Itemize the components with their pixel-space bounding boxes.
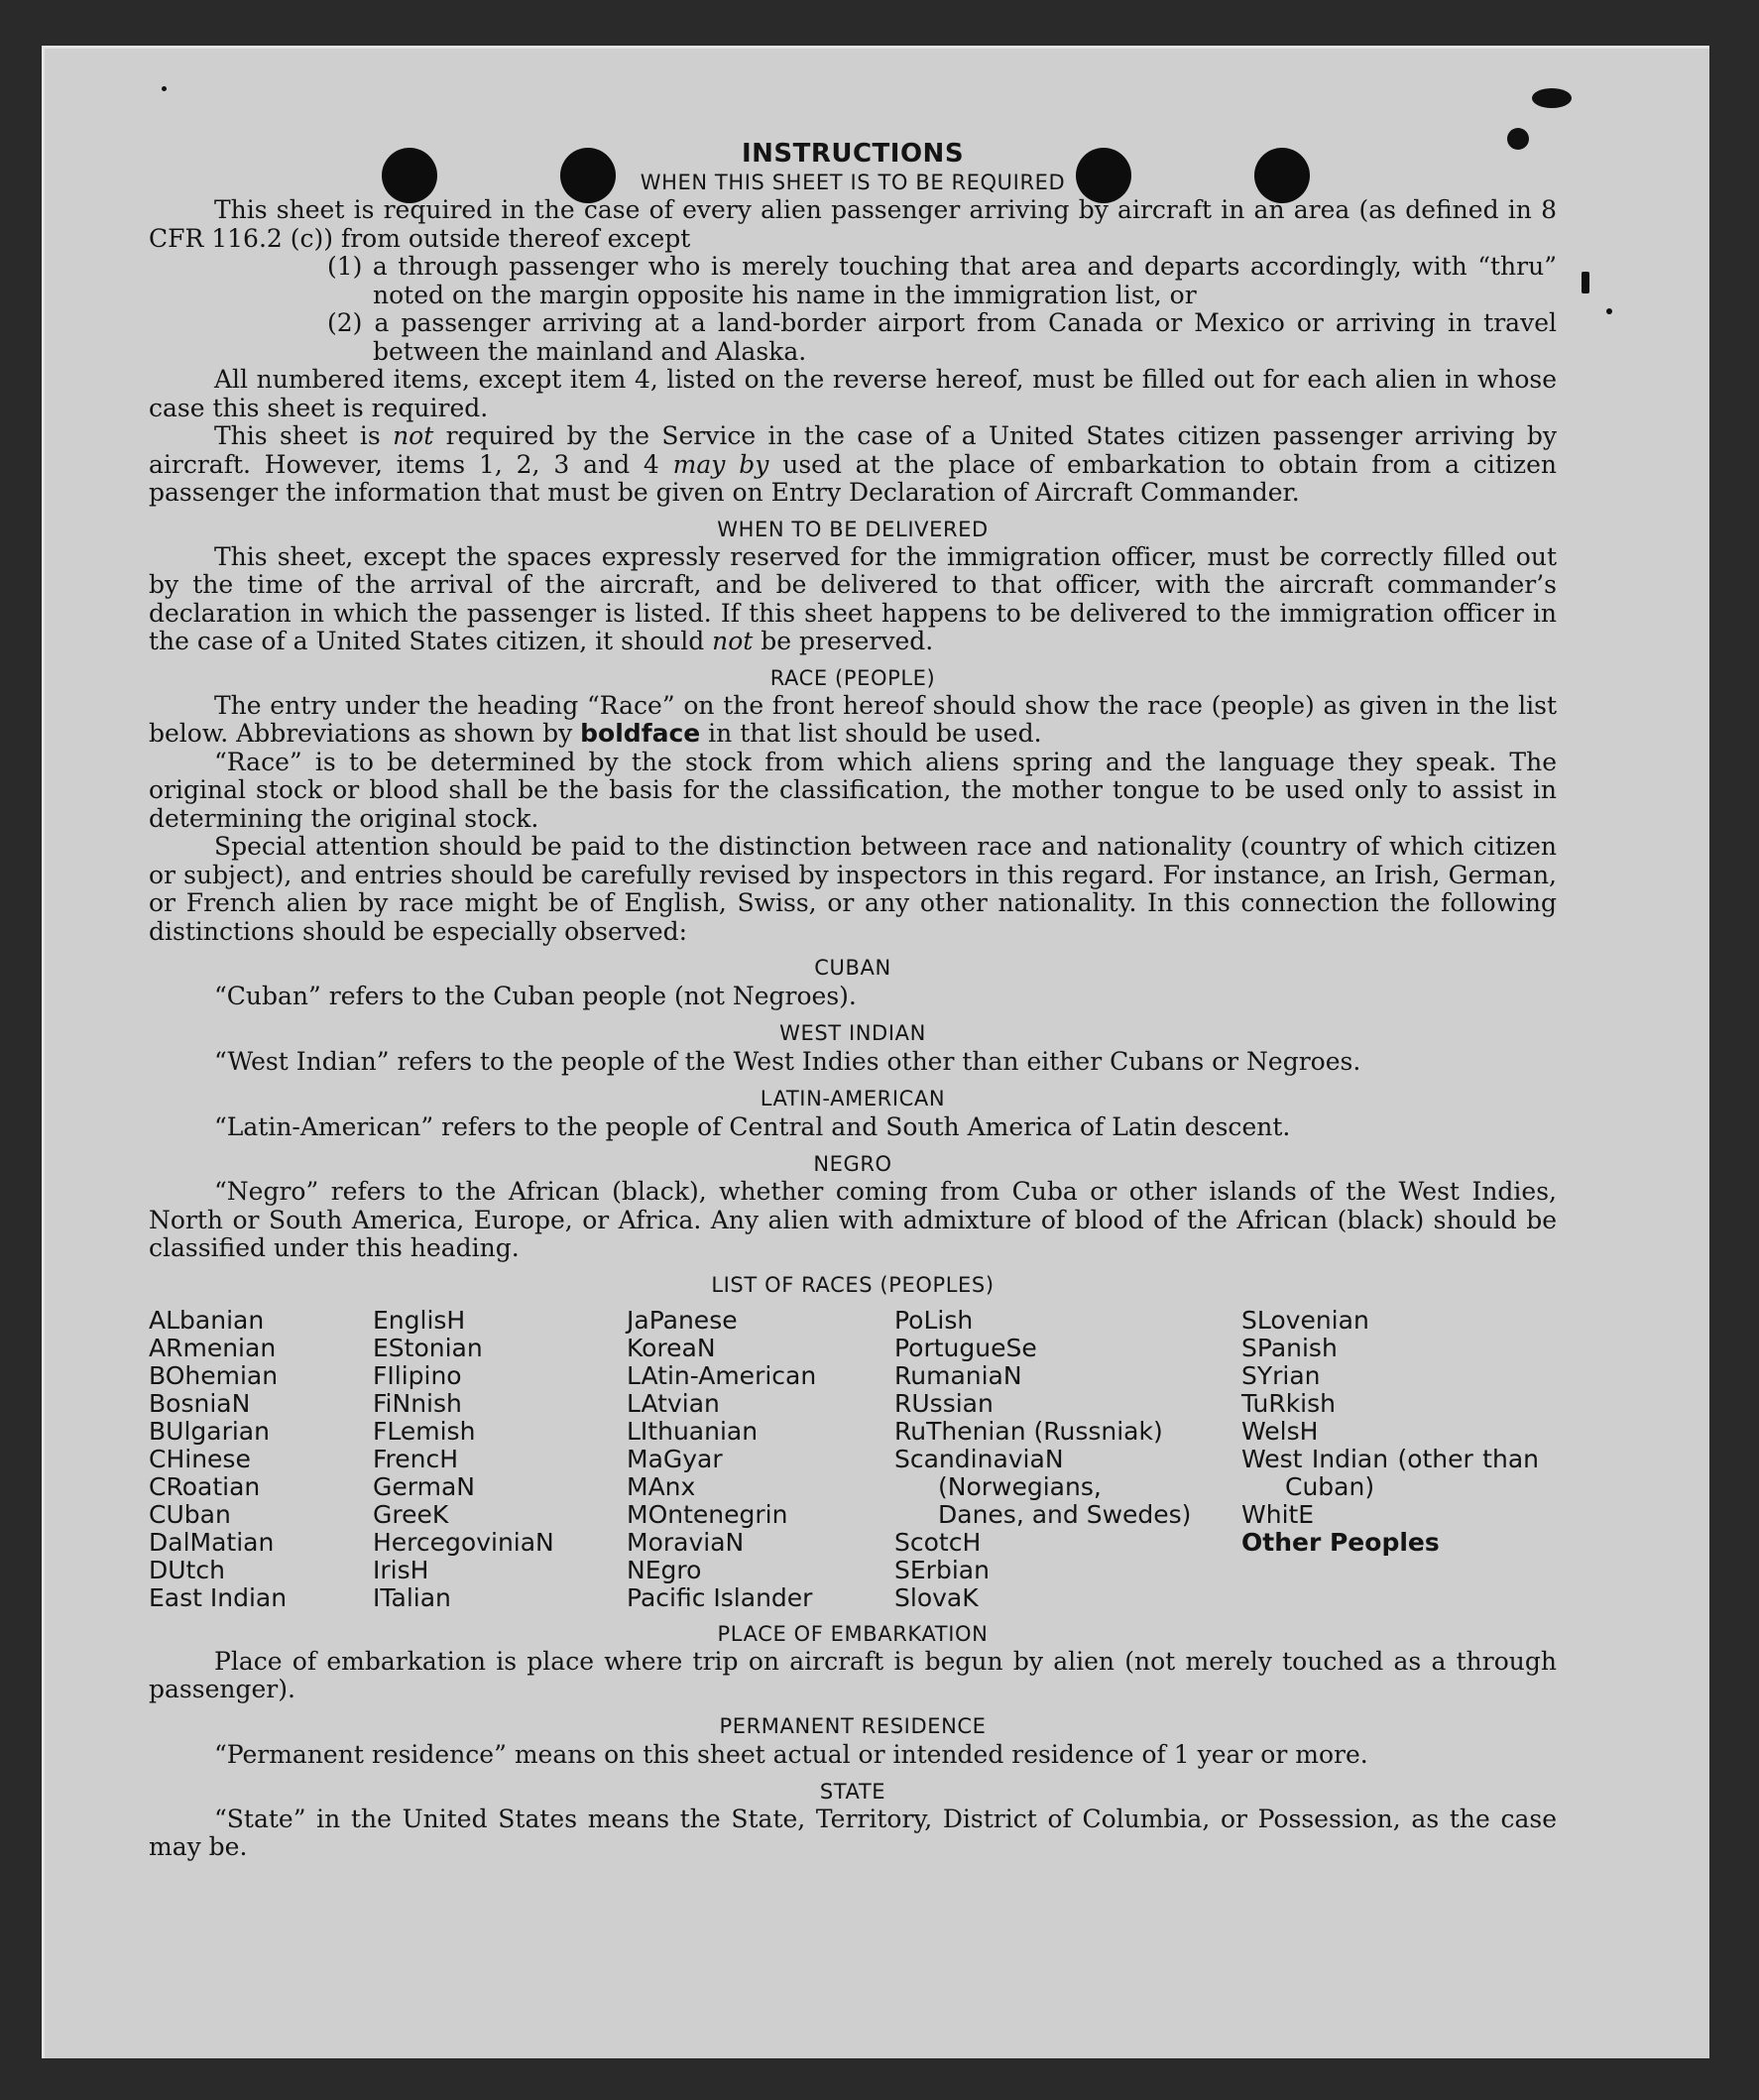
race-entry: DUtch [149,1555,225,1584]
race-entry: MaGyar [627,1444,723,1473]
race-entry: ITalian [373,1582,451,1612]
race-entry: EnglisH [373,1305,466,1335]
races-column [627,1307,894,1612]
race-entry: RumaniaN [894,1360,1022,1390]
race-entry: FiNnish [373,1388,462,1418]
paragraph [149,543,1557,656]
section-heading-negro: NEGRO [813,1152,892,1176]
section-heading-west-indian: WEST INDIAN [779,1021,926,1045]
race-entry: FrencH [373,1444,459,1473]
race-entry: BOhemian [149,1360,279,1390]
definition-text: “Latin-American” refers to the people of Central and South America of Latin descent. [214,1112,1291,1141]
races-column [149,1307,373,1612]
race-entry: ARmenian [149,1333,277,1362]
paragraph [149,422,1557,508]
races-column [894,1307,1194,1612]
text-run: required by the Service in the case of a United States citizen passenger arriving by aircraft. However, items 1, 2, 3 and 4 [149,421,1557,479]
section-heading-when-delivered: WHEN TO BE DELIVERED [717,517,989,541]
race-entry: WelsH [1241,1416,1319,1446]
race-entry: DalMatian [149,1527,275,1557]
section-heading-permanent-residence: PERMANENT RESIDENCE [719,1713,987,1738]
paragraph: “State” in the United States means the State, Territory, District of Columbia, or Possession, as the case may be. [149,1804,1557,1861]
paragraph: Special attention should be paid to the distinction between race and nationality (country of which citizen or subject), and entries should be carefully revised by inspectors in this regard. For instance, an Irish, German, or French alien by race might be of English, Swiss, or any other nationality. In this connection the following distinctions should be especially observed: [149,832,1557,946]
race-entry: SPanish [1241,1333,1338,1362]
text-run: The entry under the heading “Race” on the front hereof should show the race (people) as given in the list below. Abbreviations as shown by [149,690,1557,748]
race-entry: PortugueSe [894,1333,1037,1362]
bold-text: boldface [580,719,701,748]
races-column [373,1307,627,1612]
race-entry: SErbian [894,1555,990,1584]
text-run: in that list should be used. [700,719,1042,748]
race-entry: CRoatian [149,1471,261,1501]
section-heading-when-required: WHEN THIS SHEET IS TO BE REQUIRED [640,171,1066,194]
race-entry: LIthuanian [627,1416,759,1446]
text-run: This sheet is [214,421,394,450]
race-entry: Other Peoples [1241,1527,1440,1557]
section-heading-cuban: CUBAN [814,956,891,980]
paragraph [149,692,1557,749]
section-heading-latin-american: LATIN-AMERICAN [760,1087,946,1110]
race-entry: GreeK [373,1499,449,1529]
race-entry: GermaN [373,1471,475,1501]
race-entry: LAtin-American [627,1360,817,1390]
text-run: This sheet, except the spaces expressly reserved for the immigration officer, must be correctly filled out by the time of the arrival of the aircraft, and be delivered to that officer, with the aircraft commander’s declaration in which the passenger is listed. If this sheet happens to be delivered to the immigration officer in the case of a United States citizen, it should [149,541,1557,655]
definition-text: “Cuban” refers to the Cuban people (not Negroes). [214,982,857,1010]
race-entry: BUlgarian [149,1416,270,1446]
race-entry: FLemish [373,1416,476,1446]
italic-text: may by [672,449,769,479]
race-entry: IrisH [373,1555,429,1584]
section-heading-race: RACE (PEOPLE) [769,665,936,690]
race-entry: WhitE [1241,1499,1315,1529]
race-entry: FIlipino [373,1360,462,1390]
race-entry: HercegoviniaN [373,1527,554,1557]
list-item: (2) a passenger arriving at a land-border airport from Canada or Mexico or arriving in travel between the mainland and Alaska. [327,308,1557,366]
page-title: INSTRUCTIONS [741,139,965,169]
ink-spot [1532,88,1572,108]
race-entry: RUssian [894,1388,994,1418]
ink-spot [1606,308,1612,314]
race-entry: ALbanian [149,1305,265,1335]
race-entry: LAtvian [627,1388,720,1418]
instructions-content [149,139,1557,1862]
paragraph: All numbered items, except item 4, listed on the reverse hereof, must be filled out for each alien in whose case this sheet is required. [149,365,1557,422]
race-entry: East Indian [149,1582,288,1612]
italic-text: not [712,627,754,655]
text-run: used at the place of embarkation to obtain from a citizen passenger the information that must be given on Entry Declaration of Aircraft Commander. [149,449,1557,507]
section-heading-state: STATE [819,1779,886,1804]
race-entry: CUban [149,1499,231,1529]
race-entry: SLovenian [1241,1305,1369,1335]
ink-spot [162,86,167,91]
race-entry: West Indian (other than Cuban) [1241,1444,1539,1501]
list-item: (1) a through passenger who is merely touching that area and departs accordingly, with “thru” noted on the margin opposite his name in the immigration list, or [327,252,1557,309]
races-column [1241,1307,1539,1612]
italic-text: not [393,421,434,450]
race-entry: MOntenegrin [627,1499,788,1529]
text-run: be preserved. [753,627,934,655]
paragraph: This sheet is required in the case of every alien passenger arriving by aircraft in an area (as defined in 8 CFR 116.2 (c)) from outside thereof except [149,195,1557,253]
race-entry: MoraviaN [627,1527,745,1557]
race-entry: TuRkish [1241,1388,1336,1418]
race-entry: EStonian [373,1333,483,1362]
race-entry: JaPanese [627,1305,738,1335]
race-entry: KoreaN [627,1333,716,1362]
race-entry: Pacific Islander [627,1582,813,1612]
section-heading-list-of-races: LIST OF RACES (PEOPLES) [711,1272,995,1297]
race-entry: SlovaK [894,1582,979,1612]
race-entry: BosniaN [149,1388,251,1418]
definition-text: “Permanent residence” means on this sheet actual or intended residence of 1 year or more. [214,1739,1368,1769]
race-entry: MAnx [627,1471,696,1501]
races-list [149,1307,1557,1612]
race-entry: PoLish [894,1305,974,1335]
ink-spot [1582,272,1589,293]
paragraph: “Negro” refers to the African (black), whether coming from Cuba or other islands of the West Indies, North or South America, Europe, or Africa. Any alien with admixture of blood of the African (black) should be classified under this heading. [149,1177,1557,1262]
race-entry: CHinese [149,1444,251,1473]
race-entry: ScotcH [894,1527,982,1557]
race-entry: ScandinaviaN (Norwegians, Danes, and Swedes) [894,1444,1192,1529]
paragraph: “Race” is to be determined by the stock from which aliens spring and the language they speak. The original stock or blood shall be the basis for the classification, the mother tongue to be used only to assist in determining the original stock. [149,747,1557,833]
paragraph: Place of embarkation is place where trip on aircraft is begun by alien (not merely touched as a through passenger). [149,1646,1557,1703]
race-entry: SYrian [1241,1360,1321,1390]
section-heading-place-of-embarkation: PLACE OF EMBARKATION [717,1621,989,1646]
race-entry: NEgro [627,1555,702,1584]
definition-text: “West Indian” refers to the people of the West Indies other than either Cubans or Negroes. [214,1047,1361,1076]
race-entry: RuThenian (Russniak) [894,1416,1163,1446]
